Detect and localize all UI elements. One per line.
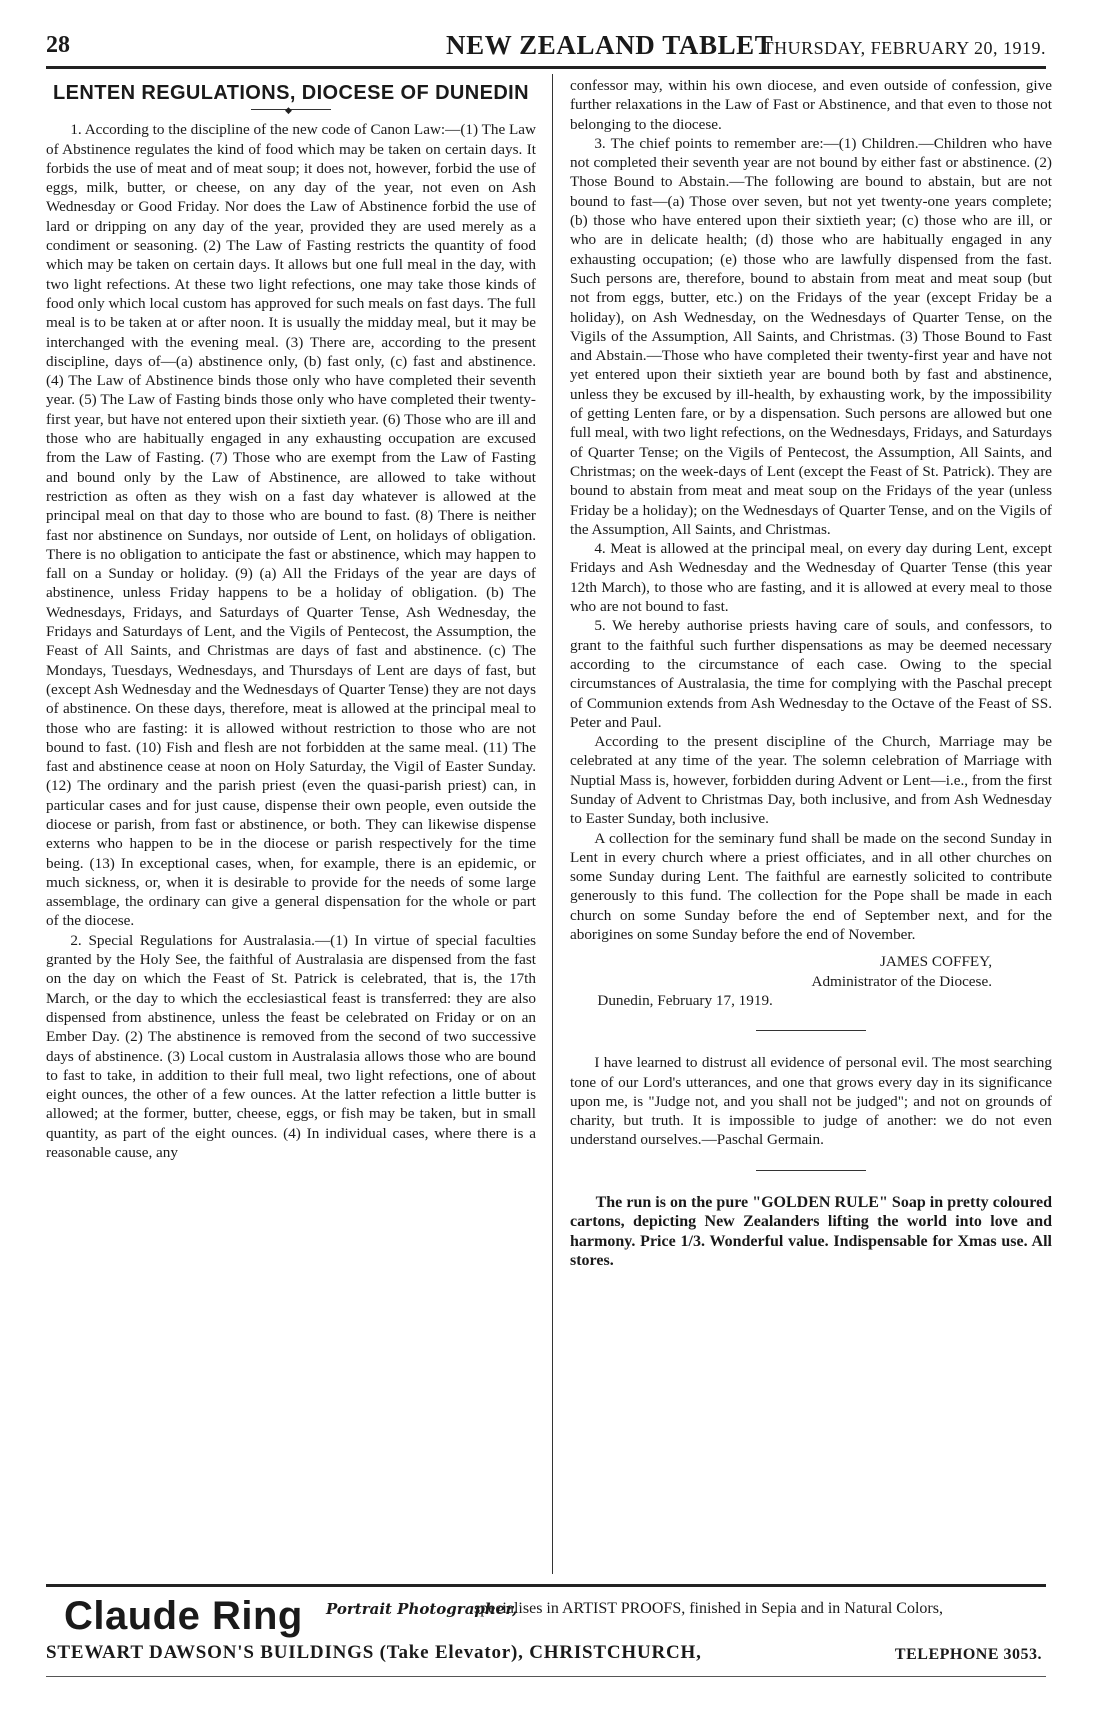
left-column xyxy=(46,76,536,1576)
article-paragraph: A collection for the seminary fund shall be made on the second Sunday in Lent in every church where a priest officiates, and in all other churches on some Sunday during Lent. The faithful are earnestly solicited to contribute generously to this fund. The collection for the Pope shall be made in each church on some Sunday before the end of September next, and for the aborigines on some Sunday before the end of November. xyxy=(570,829,1052,944)
article-paragraph: 5. We hereby authorise priests having care of souls, and confessors, to grant to the faithful such further dispensations as may be deemed necessary according to the circumstance of each case. Owing to the special circumstances of Australasia, the time for complying with the Paschal precept of Communion extends from Ash Wednesday to the Octave of the Feast of SS. Peter and Paul. xyxy=(570,617,1052,731)
footer-rule xyxy=(46,1584,1046,1587)
article-paragraph: confessor may, within his own diocese, and even outside of confession, give further relaxations in the Law of Fast or Abstinence, and that even to those not belonging to the diocese. xyxy=(570,77,1052,133)
studio-phone: TELEPHONE 3053. xyxy=(894,1646,1042,1663)
studio-name: Claude Ring xyxy=(64,1594,303,1638)
article-paragraph: According to the present discipline of the Church, Marriage may be celebrated at any time of the year. The solemn celebration of Marriage with Nuptial Mass is, however, forbidden during Advent or Lent—i.e., from the first Sunday of Advent to Christmas Day, both inclusive, and from Ash Wednesday to Easter Sunday, both inclusive. xyxy=(570,733,1052,828)
page-number: 28 xyxy=(46,32,70,58)
soap-advert: The run is on the pure "GOLDEN RULE" Soap in pretty coloured cartons, depicting New Zealanders lifting the world into love and harmony. Price 1/3. Wonderful value. Indispensable for Xmas use. All stores. xyxy=(570,1193,1052,1270)
signature-name: JAMES COFFEY, xyxy=(880,953,992,971)
right-column xyxy=(570,76,1052,1576)
signature-title: Administrator of the Diocese. xyxy=(811,972,992,990)
quote-text: I have learned to distrust all evidence of personal evil. The most searching tone of our Lord's utterances, and one that grows every day in its significance upon me, is "Judge not, and you shall not be judged"; and not on grounds of charity, but truth. It is impossible to judge of another: we do not even understand ourselves.—Paschal Germain. xyxy=(570,1054,1052,1149)
issue-date: THURSDAY, FEBRUARY 20, 1919. xyxy=(762,38,1046,58)
header-rule xyxy=(46,66,1046,69)
article-paragraph: 1. According to the discipline of the new code of Canon Law:—(1) The Law of Abstinence regulates the kind of food which may be taken on certain days. It forbids the use of meat and of meat soup; it does not, however, forbid the use of eggs, milk, butter, or cheese, on any day of the year, not even on Ash Wednesday or Good Friday. Nor does the Law of Abstinence forbid the use of lard or dripping on any day of the year, provided they are used merely as a condiment or seasoning. (2) The Law of Fasting restricts the quantity of food which may be taken on certain days. It allows but one full meal in the day, with two light refections. At these two light refections, one may take those kinds of food only which local custom has approved for such meals on fast days. The full meal is to be taken at or after noon. It is usually the midday meal, but it may be interchanged with the evening meal. (3) There are, according to the present discipline, days of—(a) abstinence only, (b) fast only, (c) fast and abstinence. (4) The Law of Abstinence binds those only who have completed their seventh year. (5) The Law of Fasting binds those only who have completed their twenty-first year, but have not entered upon their sixtieth year. (6) Those who are ill and those who are habitually engaged in any exhausting occupation are excused from the Law of Fasting. (7) Those who are exempt from the Law of Fasting and bound only by the Law of Abstinence, are allowed to take without restriction as often as they wish on a fast day whatever is allowed at the principal meal on that day to those who are bound to fast. (8) There is neither fast nor abstinence on Sundays, nor outside of Lent, on holidays of obligation. There is no obligation to anticipate the fast or abstinence, which may happen to fall on a Sunday or holiday. (9) (a) All the Fridays of the year are days of abstinence, unless Friday happens to be a holiday of obligation. (b) The Wednesdays, Fridays, and Saturdays of Quarter Tense, Ash Wednesday, the Fridays and Saturdays of Lent, and the Vigils of Pentecost, the Assumption, the Feast of All Saints, and Christmas are days of fast and abstinence. (c) The Mondays, Tuesdays, Wednesdays, and Thursdays of Lent are days of fast, but (except Ash Wednesday and the Wednesdays of Quarter Tense) they are not days of abstinence. On these days, therefore, meat is allowed at the principal meal to those who are fasting: it is allowed without restriction to those who are not bound to fast. (10) Fish and flesh are not forbidden at the same meal. (11) The fast and abstinence cease at noon on Holy Saturday, the Vigil of Easter Sunday. (12) The ordinary and the parish priest (even the quasi-parish priest) can, in particular cases and for just cause, dispense their own people, even outside the diocese or parish, from fast or abstinence, or both. They can likewise dispense externs who happen to be in the diocese or parish respectively for the time being. (13) In exceptional cases, when, for example, there is an epidemic, or much sickness, or, when it is desirable to provide for the needs of some large assemblage, the ordinary can give a general dispensation for the whole or part of the diocese. xyxy=(46,121,536,930)
article-title: LENTEN REGULATIONS, DIOCESE OF DUNEDIN xyxy=(53,82,529,104)
quote-block xyxy=(570,1053,1052,1149)
article-paragraph: 2. Special Regulations for Australasia.—(1) In virtue of special faculties granted by the Holy See, the faithful of Australasia are dispensed from the fast on the day on which the Feast of St. Patrick is celebrated, that is, the 17th March, or the day to which the ecclesiastical feast is transferred: they are also dispensed from abstinence, unless the feast be celebrated on Friday or on an Ember Day. (2) The abstinence is removed from the second of two successive days of abstinence. (3) Local custom in Australasia allows those who are bound to fast to take, in addition to their full meal, two light refections, one of about eight ounces, the other of a few ounces. At the latter refection a little butter is allowed; at the former, butter, cheese, eggs, or fish may be taken, but in small quantity, as part of the eight ounces. (4) In individual cases, where there is a reasonable cause, any xyxy=(46,931,536,1162)
section-rule xyxy=(756,1030,866,1031)
section-rule xyxy=(756,1170,866,1171)
bottom-rule xyxy=(46,1676,1046,1677)
article-paragraph: 3. The chief points to remember are:—(1) Children.—Children who have not completed their seventh year are not bound by either fast or abstinence. (2) Those Bound to Abstain.—The following are bound to abstain, but are not bound to fast—(a) Those over seven, but not yet twenty-one years complete; (b) those who have entered upon their sixtieth year; (c) those who are ill, or who are in delicate health; (d) those who are habitually engaged in any exhausting occupation; (e) those who are lawfully dispensed from the fast. Such persons are, therefore, bound to abstain from meat and meat soup (but not from eggs, butter, etc.) on the Fridays of the year (except Friday be a holiday), on Ash Wednesday, on the Wednesdays of Quarter Tense, on the Vigils of the Assumption, All Saints, and Christmas. (3) Those Bound to Fast and Abstain.—Those who have completed their twenty-first year and have not yet entered upon their sixtieth year are bound both by fast and abstinence, unless they be excused by ill-health, by exhausting work, by the impossibility of getting Lenten fare, or by a dispensation. Such persons are allowed but one full meal, with two light refections, on the Wednesdays, Fridays, and Saturdays of Quarter Tense; on the Vigils of Pentecost, the Assumption, All Saints, and Christmas; on the week-days of Lent (except the Feast of St. Patrick). They are bound to abstain from meat and meat soup on the Fridays of the year (unless Friday be a holiday); on the Wednesdays of Quarter Tense, and on the Vigils of the Assumption, All Saints, and Christmas. xyxy=(570,134,1052,538)
paper-title: NEW ZEALAND TABLET xyxy=(446,30,774,60)
studio-role: Portrait Photographer, xyxy=(326,1600,518,1618)
signature-place-date: Dunedin, February 17, 1919. xyxy=(597,991,773,1009)
title-ornament xyxy=(251,109,331,110)
article-paragraph: 4. Meat is allowed at the principal meal, on every day during Lent, except Fridays and Ash Wednesday and the Wednesday of Quarter Tense (this year 12th March), to those who are fasting, and it is allowed at every meal to those who are not bound to fast. xyxy=(570,540,1052,616)
studio-detail: specialises in ARTIST PROOFS, finished in Sepia and in Natural Colors, xyxy=(474,1600,943,1617)
photographer-advert xyxy=(46,1592,1046,1672)
studio-address: STEWART DAWSON'S BUILDINGS (Take Elevator), CHRISTCHURCH, xyxy=(46,1642,702,1663)
masthead xyxy=(46,30,1046,64)
column-divider xyxy=(552,74,553,1574)
